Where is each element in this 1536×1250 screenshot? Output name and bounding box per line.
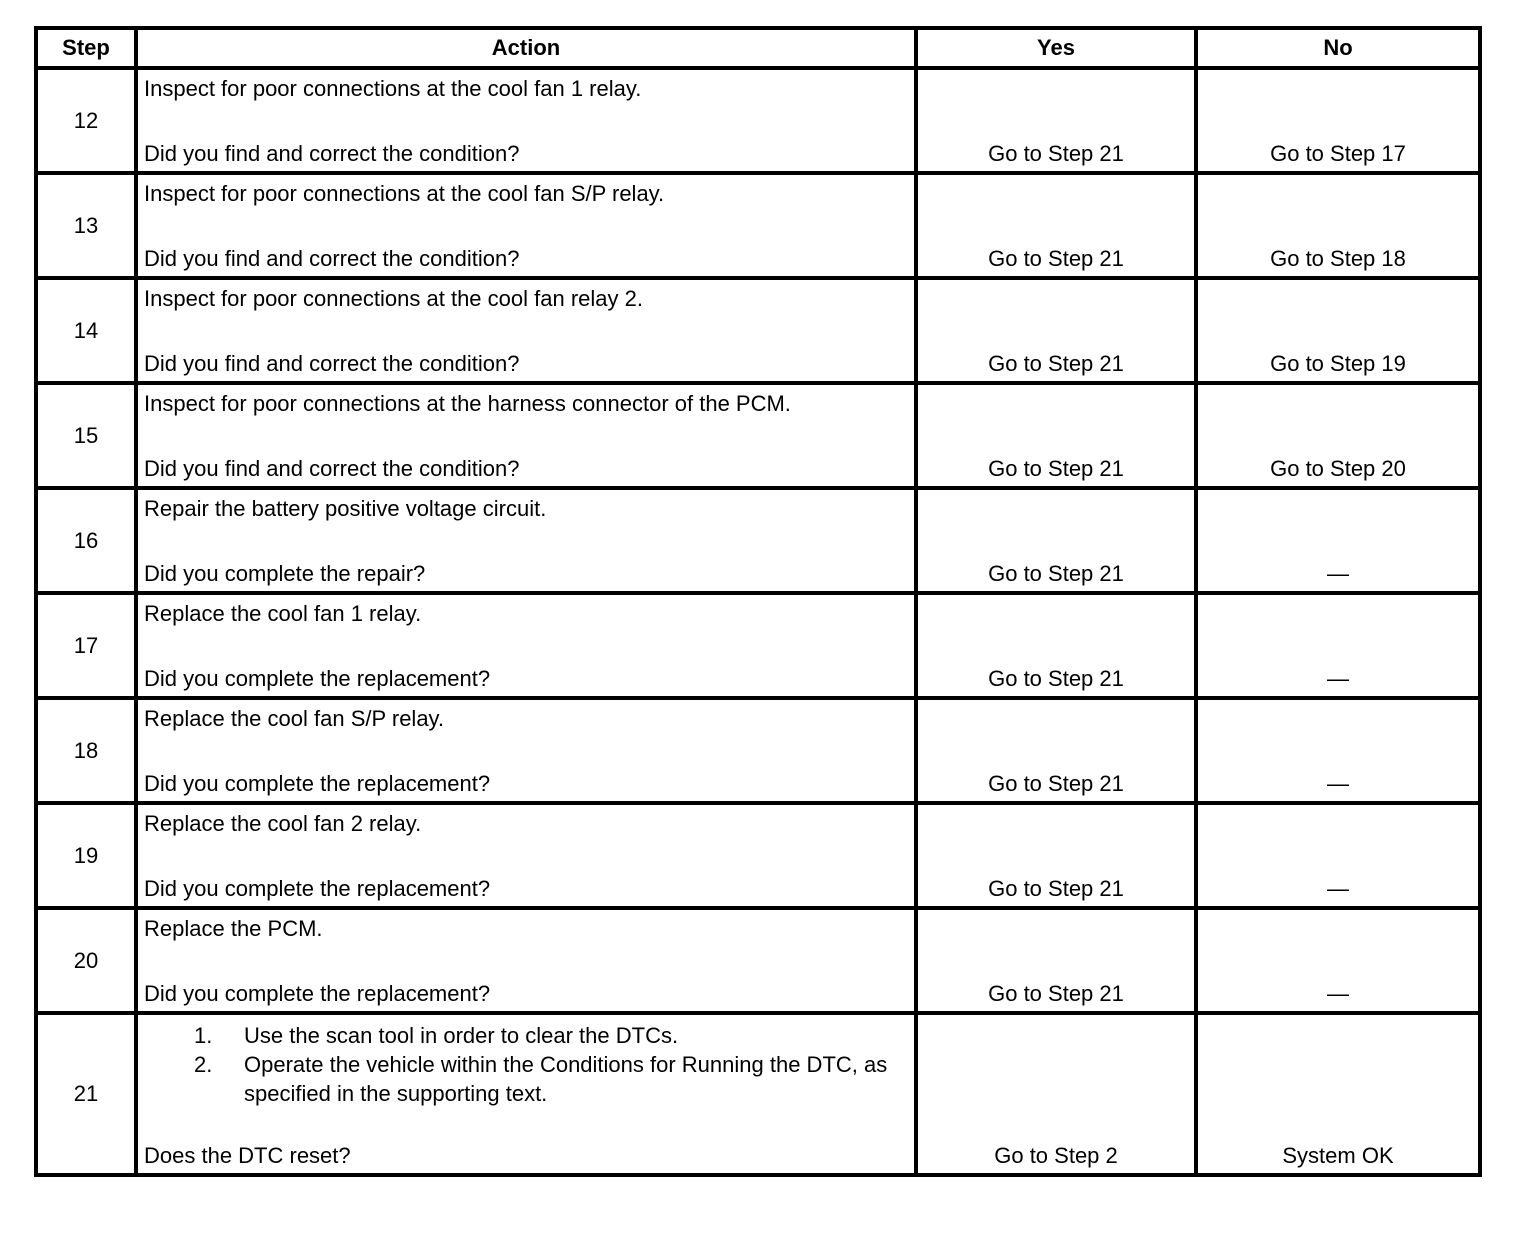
action-question: Did you complete the replacement? <box>144 771 491 796</box>
yes-result: Go to Step 21 <box>988 981 1124 1006</box>
no-cell <box>1196 908 1480 1013</box>
action-cell <box>136 593 916 698</box>
list-text: Use the scan tool in order to clear the DTCs. <box>244 1023 679 1048</box>
no-result: Go to Step 18 <box>1270 246 1406 271</box>
yes-result: Go to Step 21 <box>988 351 1124 376</box>
action-cell <box>136 383 916 488</box>
no-cell <box>1196 173 1480 278</box>
step-number: 20 <box>36 908 136 1013</box>
list-number: 2. <box>194 1052 213 1077</box>
action-list <box>138 1021 904 1108</box>
action-text: Inspect for poor connections at the cool fan S/P relay. <box>144 181 665 206</box>
yes-result: Go to Step 21 <box>988 141 1124 166</box>
no-cell <box>1196 68 1480 173</box>
diagnostic-table <box>34 26 1482 1177</box>
no-cell <box>1196 803 1480 908</box>
header-yes: Yes <box>916 28 1196 68</box>
action-cell <box>136 803 916 908</box>
action-question: Did you complete the replacement? <box>144 666 491 691</box>
action-cell <box>136 278 916 383</box>
yes-cell <box>916 278 1196 383</box>
yes-result: Go to Step 21 <box>988 876 1124 901</box>
no-cell <box>1196 383 1480 488</box>
yes-cell <box>916 908 1196 1013</box>
action-cell <box>136 908 916 1013</box>
step-number: 21 <box>36 1013 136 1175</box>
action-text: Inspect for poor connections at the harness connector of the PCM. <box>144 391 791 416</box>
table-row <box>36 278 1480 383</box>
no-cell <box>1196 488 1480 593</box>
action-question: Did you complete the repair? <box>144 561 426 586</box>
table-row <box>36 803 1480 908</box>
yes-cell <box>916 383 1196 488</box>
yes-result: Go to Step 2 <box>994 1143 1118 1168</box>
action-list-item <box>138 1021 904 1050</box>
table-row <box>36 908 1480 1013</box>
list-text: Operate the vehicle within the Conditions for Running the DTC, as specified in the supporting text. <box>244 1052 888 1106</box>
no-result: Go to Step 20 <box>1270 456 1406 481</box>
action-question: Did you find and correct the condition? <box>144 246 520 271</box>
yes-cell <box>916 1013 1196 1175</box>
action-text: Repair the battery positive voltage circuit. <box>144 496 547 521</box>
no-result: — <box>1327 771 1349 796</box>
action-text: Replace the PCM. <box>144 916 323 941</box>
action-text: Inspect for poor connections at the cool fan relay 2. <box>144 286 643 311</box>
action-text: Replace the cool fan S/P relay. <box>144 706 445 731</box>
no-result: — <box>1327 876 1349 901</box>
table-row <box>36 68 1480 173</box>
action-question: Did you find and correct the condition? <box>144 141 520 166</box>
header-row <box>36 28 1480 68</box>
action-cell <box>136 698 916 803</box>
header-action: Action <box>136 28 916 68</box>
yes-cell <box>916 488 1196 593</box>
action-list-item <box>138 1050 904 1108</box>
header-no: No <box>1196 28 1480 68</box>
action-cell <box>136 68 916 173</box>
step-number: 17 <box>36 593 136 698</box>
table-row <box>36 1013 1480 1175</box>
no-result: — <box>1327 666 1349 691</box>
no-cell <box>1196 593 1480 698</box>
no-result: Go to Step 17 <box>1270 141 1406 166</box>
no-result: — <box>1327 981 1349 1006</box>
no-cell <box>1196 278 1480 383</box>
step-number: 18 <box>36 698 136 803</box>
action-cell <box>136 488 916 593</box>
yes-result: Go to Step 21 <box>988 771 1124 796</box>
yes-result: Go to Step 21 <box>988 666 1124 691</box>
table-row <box>36 488 1480 593</box>
table-row <box>36 698 1480 803</box>
action-text: Replace the cool fan 2 relay. <box>144 811 422 836</box>
action-cell <box>136 1013 916 1175</box>
yes-result: Go to Step 21 <box>988 561 1124 586</box>
table-row <box>36 173 1480 278</box>
step-number: 13 <box>36 173 136 278</box>
table-row <box>36 383 1480 488</box>
action-question: Does the DTC reset? <box>144 1143 351 1168</box>
no-result: — <box>1327 561 1349 586</box>
list-number: 1. <box>194 1023 213 1048</box>
yes-result: Go to Step 21 <box>988 456 1124 481</box>
yes-result: Go to Step 21 <box>988 246 1124 271</box>
yes-cell <box>916 593 1196 698</box>
step-number: 12 <box>36 68 136 173</box>
action-question: Did you find and correct the condition? <box>144 351 520 376</box>
action-text: Replace the cool fan 1 relay. <box>144 601 422 626</box>
no-cell <box>1196 698 1480 803</box>
yes-cell <box>916 173 1196 278</box>
action-question: Did you complete the replacement? <box>144 981 491 1006</box>
step-number: 16 <box>36 488 136 593</box>
no-cell <box>1196 1013 1480 1175</box>
action-cell <box>136 173 916 278</box>
action-question: Did you find and correct the condition? <box>144 456 520 481</box>
yes-cell <box>916 698 1196 803</box>
step-number: 19 <box>36 803 136 908</box>
action-question: Did you complete the replacement? <box>144 876 491 901</box>
no-result: System OK <box>1282 1143 1394 1168</box>
action-text: Inspect for poor connections at the cool fan 1 relay. <box>144 76 642 101</box>
no-result: Go to Step 19 <box>1270 351 1406 376</box>
header-step: Step <box>36 28 136 68</box>
yes-cell <box>916 68 1196 173</box>
yes-cell <box>916 803 1196 908</box>
table-row <box>36 593 1480 698</box>
step-number: 14 <box>36 278 136 383</box>
step-number: 15 <box>36 383 136 488</box>
